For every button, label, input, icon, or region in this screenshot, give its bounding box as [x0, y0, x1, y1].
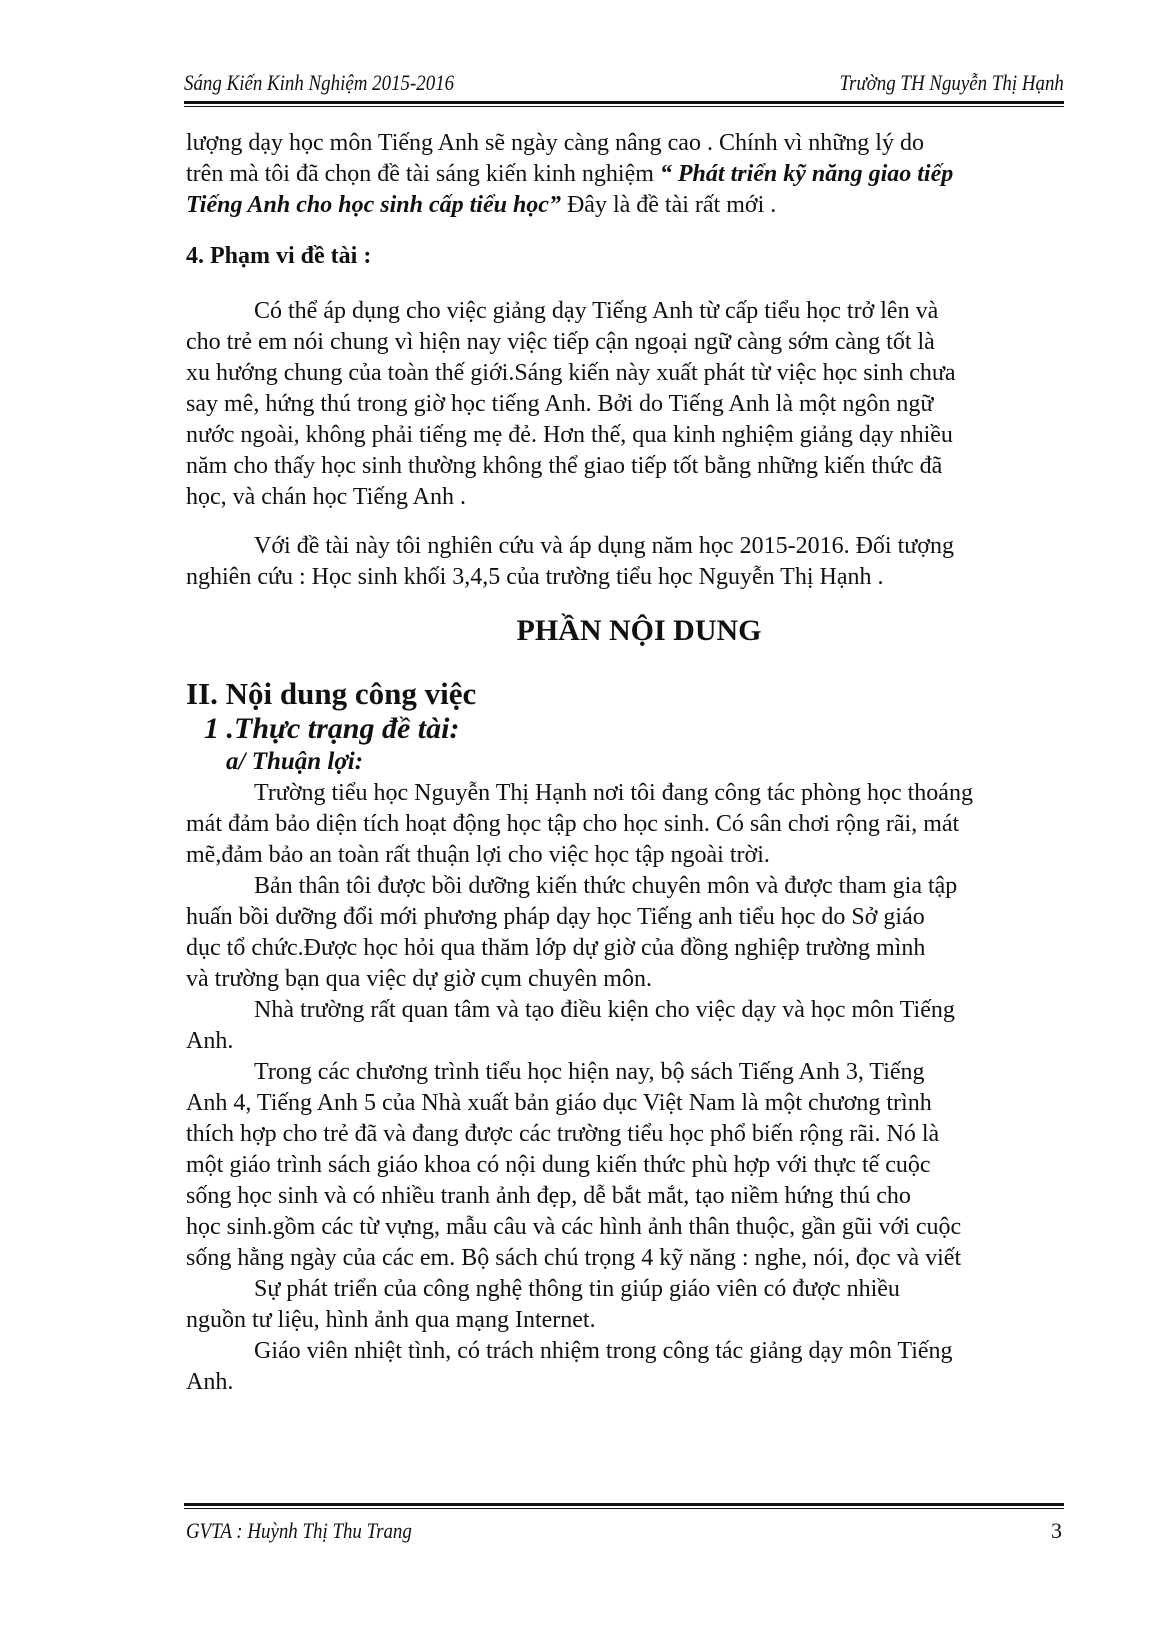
text-line: một giáo trình sách giáo khoa có nội dung kiến thức phù hợp với thực tế cuộc	[186, 1152, 931, 1178]
text-line: lượng dạy học môn Tiếng Anh sẽ ngày càng nâng cao . Chính vì những lý do	[186, 130, 924, 156]
text-line: năm cho thấy học sinh thường không thể giao tiếp tốt bằng những kiến thức đã	[186, 453, 943, 479]
page-body	[186, 128, 1062, 1398]
text-line: Trường tiểu học Nguyễn Thị Hạnh nơi tôi đang công tác phòng học thoáng	[254, 780, 973, 806]
text-line: say mê, hứng thú trong giờ học tiếng Anh. Bởi do Tiếng Anh là một ngôn ngữ	[186, 391, 934, 417]
subsection-1a-heading: a/ Thuận lợi:	[226, 748, 364, 775]
text-line: nghiên cứu : Học sinh khối 3,4,5 của trường tiểu học Nguyễn Thị Hạnh .	[186, 564, 884, 590]
text-line: Có thể áp dụng cho việc giảng dạy Tiếng Anh từ cấp tiểu học trở lên và	[254, 298, 939, 324]
topic-title-part1: “ Phát triển kỹ năng giao tiếp	[659, 161, 954, 187]
advantage-paragraph-3	[186, 995, 1062, 1057]
text-line: cho trẻ em nói chung vì hiện nay việc tiếp cận ngoại ngữ càng sớm càng tốt là	[186, 329, 935, 355]
section-4-heading: 4. Phạm vi đề tài :	[186, 243, 372, 269]
footer-author: GVTA : Huỳnh Thị Thu Trang	[186, 1518, 412, 1543]
subsection-1-heading: 1 .Thực trạng đề tài:	[204, 712, 460, 745]
advantage-paragraph-2	[186, 871, 1062, 995]
text-line: học sinh.gồm các từ vựng, mẫu câu và các hình ảnh thân thuộc, gần gũi với cuộc	[186, 1214, 962, 1240]
text-line: mẽ,đảm bảo an toàn rất thuận lợi cho việc học tập ngoài trời.	[186, 842, 770, 868]
text-line: sống học sinh và có nhiều tranh ảnh đẹp, dễ bắt mắt, tạo niềm hứng thú cho	[186, 1183, 911, 1209]
text-line	[186, 190, 1062, 221]
text-line: mát đảm bảo diện tích hoạt động học tập cho học sinh. Có sân chơi rộng rãi, mát	[186, 811, 960, 837]
text-line: nước ngoài, không phải tiếng mẹ đẻ. Hơn thế, qua kinh nghiệm giảng dạy nhiều	[186, 422, 953, 448]
intro-paragraph	[186, 128, 1062, 221]
topic-title-part2: Tiếng Anh cho học sinh cấp tiểu học”	[186, 192, 561, 218]
advantage-paragraph-1	[186, 778, 1062, 871]
page-footer	[186, 1512, 1062, 1552]
text-line: Giáo viên nhiệt tình, có trách nhiệm trong công tác giảng dạy môn Tiếng	[254, 1338, 953, 1364]
text-line: Nhà trường rất quan tâm và tạo điều kiện cho việc dạy và học môn Tiếng	[254, 997, 955, 1023]
text-line: Anh.	[186, 1028, 234, 1054]
text-line: Với đề tài này tôi nghiên cứu và áp dụng năm học 2015-2016. Đối tượng	[254, 533, 954, 559]
text-line: Trong các chương trình tiểu học hiện nay, bộ sách Tiếng Anh 3, Tiếng	[254, 1059, 925, 1085]
text-line: nguồn tư liệu, hình ảnh qua mạng Internet.	[186, 1307, 596, 1333]
part-title: PHẦN NỘI DUNG	[516, 614, 762, 647]
text-line: Bản thân tôi được bồi dưỡng kiến thức chuyên môn và được tham gia tập	[254, 873, 958, 899]
text-line: và trường bạn qua việc dự giờ cụm chuyên môn.	[186, 966, 652, 992]
advantage-paragraph-5	[186, 1274, 1062, 1336]
text-line: dục tổ chức.Được học hỏi qua thăm lớp dự giờ của đồng nghiệp trường mình	[186, 935, 926, 961]
scope-paragraph	[186, 296, 1062, 513]
text-line	[186, 159, 1062, 190]
research-paragraph	[186, 531, 1062, 593]
header-school: Trường TH Nguyễn Thị Hạnh	[839, 70, 1064, 95]
text-span: trên mà tôi đã chọn đề tài sáng kiến kinh nghiệm	[186, 161, 660, 187]
text-line: Anh 4, Tiếng Anh 5 của Nhà xuất bản giáo dục Việt Nam là một chương trình	[186, 1090, 932, 1116]
text-line: huấn bồi dưỡng đổi mới phương pháp dạy học Tiếng anh tiểu học do Sở giáo	[186, 904, 925, 930]
text-line: Sự phát triển của công nghệ thông tin giúp giáo viên có được nhiều	[254, 1276, 900, 1302]
section-2-heading: II. Nội dung công việc	[186, 676, 477, 711]
text-line: học, và chán học Tiếng Anh .	[186, 484, 466, 510]
text-line: xu hướng chung của toàn thế giới.Sáng kiến này xuất phát từ việc học sinh chưa	[186, 360, 956, 386]
advantage-paragraph-6	[186, 1336, 1062, 1398]
text-span: Đây là đề tài rất mới .	[560, 192, 777, 218]
text-line: thích hợp cho trẻ đã và đang được các trường tiểu học phổ biến rộng rãi. Nó là	[186, 1121, 940, 1147]
text-line: Anh.	[186, 1369, 234, 1395]
text-line: sống hằng ngày của các em. Bộ sách chú trọng 4 kỹ năng : nghe, nói, đọc và viết	[186, 1245, 962, 1271]
header-title: Sáng Kiến Kinh Nghiệm 2015-2016	[184, 70, 455, 95]
footer-rule	[184, 1503, 1064, 1509]
advantage-paragraph-4	[186, 1057, 1062, 1274]
page-number: 3	[1051, 1518, 1062, 1543]
header-rule	[184, 101, 1064, 107]
